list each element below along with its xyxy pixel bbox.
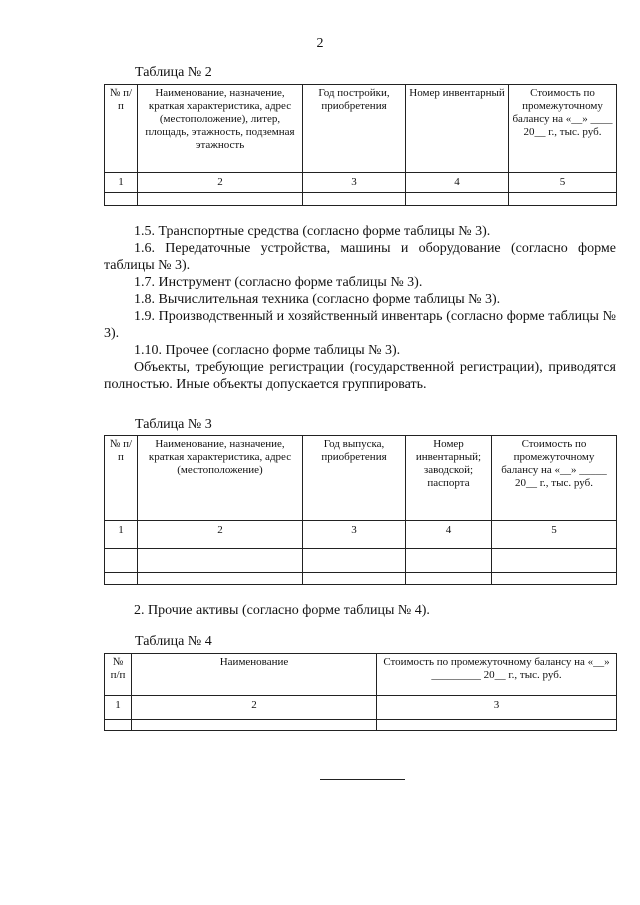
index-cell: 4 [406, 521, 492, 549]
empty-cell [138, 549, 303, 573]
paragraph: 1.6. Передаточные устройства, машины и оборудование (согласно форме таблицы № 3). [104, 241, 616, 273]
header-cell: № п/п [105, 436, 138, 521]
table2-caption: Таблица № 2 [135, 65, 212, 80]
index-cell: 5 [492, 521, 617, 549]
index-cell: 2 [138, 173, 303, 193]
header-cell: № п/п [105, 654, 132, 696]
paragraph: 1.8. Вычислительная техника (согласно форме таблицы № 3). [134, 292, 501, 307]
index-cell: 3 [303, 521, 406, 549]
paragraph: 1.5. Транспортные средства (согласно форме таблицы № 3). [134, 224, 491, 239]
index-cell: 4 [406, 173, 509, 193]
table-2 [104, 84, 617, 206]
body-text [104, 223, 616, 393]
header-cell: Номер инвентарный [406, 85, 509, 173]
table3-caption: Таблица № 3 [135, 417, 212, 432]
end-divider [320, 779, 405, 780]
index-cell: 2 [132, 696, 377, 720]
paragraph: 1.7. Инструмент (согласно форме таблицы № 3). [134, 275, 423, 290]
header-cell: Год выпуска, приобретения [303, 436, 406, 521]
empty-cell [509, 193, 617, 206]
table-row [105, 549, 617, 573]
empty-cell [303, 193, 406, 206]
table4-caption: Таблица № 4 [135, 634, 212, 649]
header-cell: Наименование, назначение, краткая характеристика, адрес (местоположение), литер, площадь, этажность, подземная этажность [138, 85, 303, 173]
empty-cell [138, 573, 303, 585]
index-cell: 2 [138, 521, 303, 549]
empty-cell [303, 549, 406, 573]
paragraph: 1.9. Производственный и хозяйственный инвентарь (согласно форме таблицы № 3). [104, 309, 616, 341]
table-4 [104, 653, 617, 731]
empty-cell [132, 720, 377, 731]
header-cell: Наименование [132, 654, 377, 696]
empty-cell [105, 549, 138, 573]
empty-cell [303, 573, 406, 585]
index-cell: 1 [105, 173, 138, 193]
index-cell: 1 [105, 696, 132, 720]
header-cell: Стоимость по промежуточному балансу на «__» _____ 20__ г., тыс. руб. [492, 436, 617, 521]
paragraph: 1.10. Прочее (согласно форме таблицы № 3). [134, 343, 401, 358]
table-row [105, 720, 617, 731]
index-cell: 3 [377, 696, 617, 720]
header-cell: Наименование, назначение, краткая характеристика, адрес (местоположение) [138, 436, 303, 521]
empty-cell [492, 573, 617, 585]
index-cell: 1 [105, 521, 138, 549]
header-cell: Стоимость по промежуточному балансу на «__» ____ 20__ г., тыс. руб. [509, 85, 617, 173]
section-2: 2. Прочие активы (согласно форме таблицы № 4). [134, 603, 430, 618]
header-cell: № п/п [105, 85, 138, 173]
empty-cell [406, 573, 492, 585]
empty-cell [406, 193, 509, 206]
paragraph: Объекты, требующие регистрации (государственной регистрации), приводятся полностью. Иные объекты допускается группировать. [104, 360, 616, 392]
page-number: 2 [316, 36, 324, 51]
index-cell: 5 [509, 173, 617, 193]
index-cell: 3 [303, 173, 406, 193]
table-row [105, 573, 617, 585]
header-cell: Год постройки, приобретения [303, 85, 406, 173]
empty-cell [105, 720, 132, 731]
empty-cell [105, 193, 138, 206]
table-3 [104, 435, 617, 585]
empty-cell [406, 549, 492, 573]
empty-cell [138, 193, 303, 206]
header-cell: Номер инвентарный; заводской; паспорта [406, 436, 492, 521]
empty-cell [377, 720, 617, 731]
header-cell: Стоимость по промежуточному балансу на «__» _________ 20__ г., тыс. руб. [377, 654, 617, 696]
empty-cell [105, 573, 138, 585]
table-row [105, 193, 617, 206]
empty-cell [492, 549, 617, 573]
